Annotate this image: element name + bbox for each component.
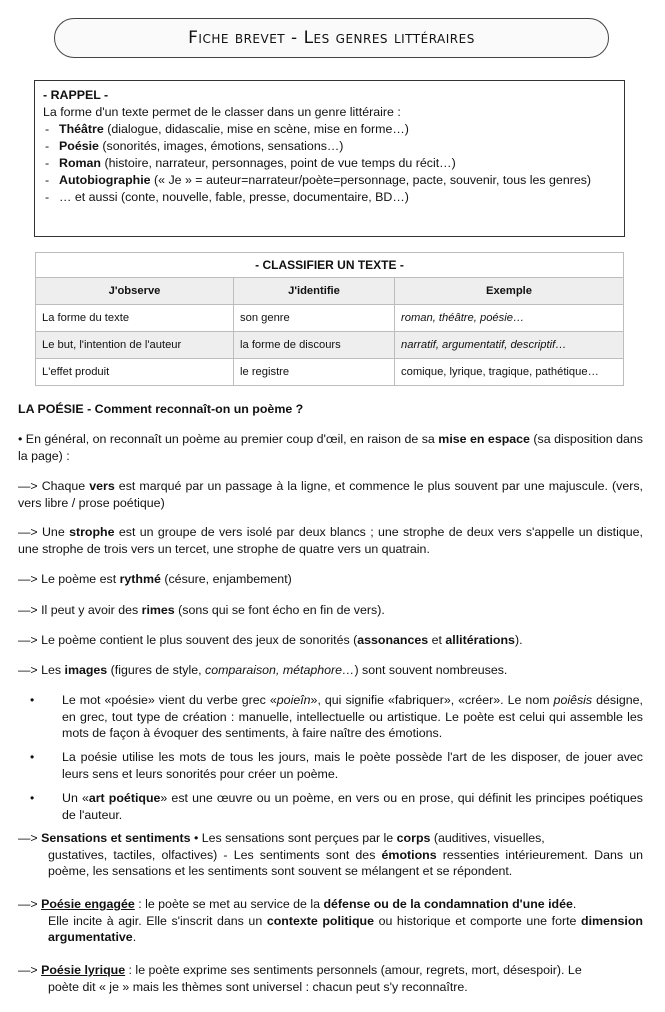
bullet-icon: • [30, 750, 35, 764]
bullet-paragraph: La poésie utilise les mots de tous les jours, mais le poète possède l'art de les disposer, de jouer avec leurs sens et leurs sonorités pour créer un poème. [62, 750, 643, 781]
bullet-icon: • [30, 791, 35, 805]
rappel-box [34, 80, 625, 237]
bullet-paragraph: Un «art poétique» est une œuvre ou un poème, en vers ou en prose, qui définit les principes poétiques de l'auteur. [62, 791, 643, 822]
rappel-heading: - RAPPEL - [43, 88, 109, 102]
paragraph: —> Le poème est rythmé (césure, enjambement) [18, 572, 292, 586]
classifier-table [35, 252, 624, 386]
table-cell: son genre [234, 305, 395, 332]
bullet-icon: • [30, 693, 35, 707]
rappel-item: - Autobiographie (« Je » = auteur=narrateur/poète=personnage, pacte, souvenir, tous les genres) [43, 172, 616, 189]
table-cell: comique, lyrique, tragique, pathétique… [395, 359, 624, 386]
paragraph: —> Les images (figures de style, comparaison, métaphore…) sont souvent nombreuses. [18, 663, 508, 677]
poesie-heading: LA POÉSIE - Comment reconnaît-on un poème ? [18, 402, 304, 416]
paragraph: —> Le poème contient le plus souvent des jeux de sonorités (assonances et allitérations). [18, 633, 523, 647]
rappel-item: - Roman (histoire, narrateur, personnages, point de vue temps du récit…) [43, 155, 616, 172]
rappel-item: - Théâtre (dialogue, didascalie, mise en scène, mise en forme…) [43, 121, 616, 138]
paragraph: • En général, on reconnaît un poème au premier coup d'œil, en raison de sa mise en espace (sa disposition dans la page) : [18, 432, 643, 463]
table-header: J'identifie [234, 278, 395, 305]
table-caption: - CLASSIFIER UN TEXTE - [36, 253, 624, 278]
table-row [36, 332, 624, 359]
table-cell: Le but, l'intention de l'auteur [36, 332, 234, 359]
poesie-lyrique-paragraph: —> Poésie lyrique : le poète exprime ses sentiments personnels (amour, regrets, mort, désespoir). Le poète dit « je » mais les thèmes sont universel : chacun peut s'y reconnaître. [18, 963, 582, 994]
paragraph: —> Chaque vers est marqué par un passage à la ligne, et commence le plus souvent par une majuscule. (vers, vers libre / prose poétique) [18, 479, 643, 510]
table-cell: le registre [234, 359, 395, 386]
poesie-engagee-paragraph: —> Poésie engagée : le poète se met au service de la défense ou de la condamnation d'une idée. Elle incite à agir. Elle s'inscrit dans un contexte politique ou historique et comporte une forte dimension argumentative. [18, 897, 643, 944]
table-header: Exemple [395, 278, 624, 305]
page-title: Fiche brevet - Les genres littéraires [54, 18, 609, 58]
paragraph: —> Une strophe est un groupe de vers isolé par deux blancs ; une strophe de deux vers s'appelle un distique, une strophe de trois vers un tercet, une strophe de quatre vers un quatrain. [18, 525, 643, 556]
sensations-paragraph: —> Sensations et sentiments • Les sensations sont perçues par le corps (auditives, visuelles, gustatives, tactiles, olfactives) - Les sentiments sont des émotions ressenties intérieurement. Dans un poème, les sensations et les sentiments sont souvent se mélangent et se répondent. [18, 831, 643, 878]
table-row [36, 305, 624, 332]
table-cell: La forme du texte [36, 305, 234, 332]
bullet-paragraph: Le mot «poésie» vient du verbe grec «poieîn», qui signifie «fabriquer», «créer». Le nom poiêsis désigne, en grec, tout type de création : manuelle, intellectuelle ou artistique. Le poète est celui qui assemble les mots de façon à évoquer des sentiments, à faire naître des émotions. [62, 693, 643, 740]
rappel-item: - Poésie (sonorités, images, émotions, sensations…) [43, 138, 616, 155]
rappel-intro: La forme d'un texte permet de le classer dans un genre littéraire : [43, 105, 401, 119]
table-header: J'observe [36, 278, 234, 305]
paragraph: —> Il peut y avoir des rimes (sons qui se font écho en fin de vers). [18, 603, 385, 617]
table-cell: L'effet produit [36, 359, 234, 386]
table-cell: roman, théâtre, poésie… [395, 305, 624, 332]
rappel-item: - … et aussi (conte, nouvelle, fable, presse, documentaire, BD…) [43, 189, 616, 206]
table-row [36, 359, 624, 386]
table-cell: narratif, argumentatif, descriptif… [395, 332, 624, 359]
rappel-list [43, 121, 616, 206]
table-cell: la forme de discours [234, 332, 395, 359]
